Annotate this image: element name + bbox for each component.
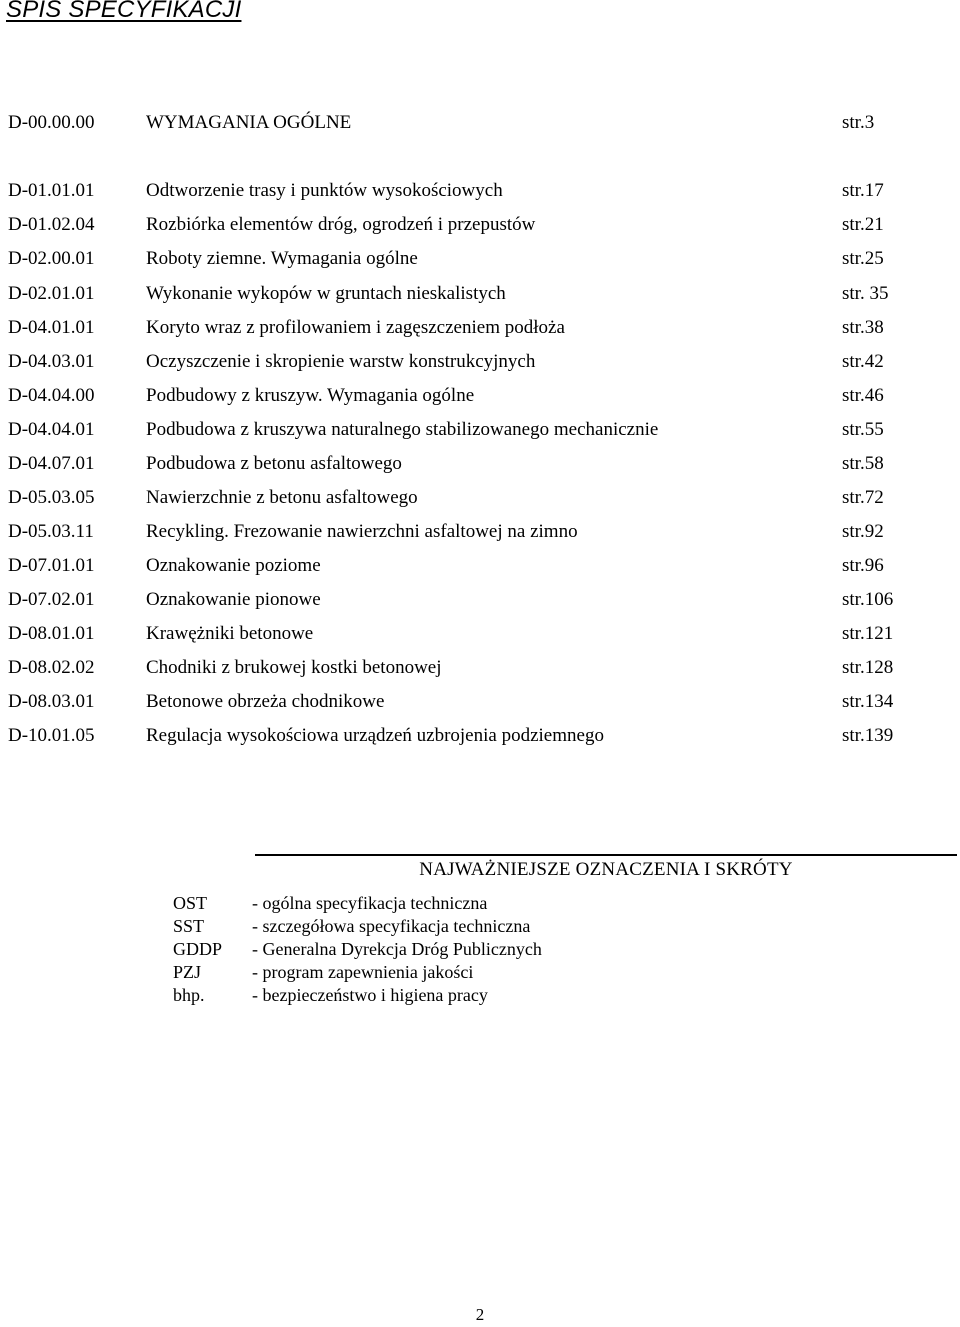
abbreviation-term: SST: [173, 916, 205, 936]
abbreviation-definition: - szczegółowa specyfikacja techniczna: [252, 916, 531, 936]
toc-code: D-04.07.01: [8, 453, 95, 474]
toc-row: [0, 210, 960, 240]
toc-code: D-04.04.00: [8, 385, 95, 406]
toc-title: Oznakowanie pionowe: [146, 589, 321, 610]
toc-page: str.25: [842, 248, 884, 269]
toc-title: Oczyszczenie i skropienie warstw konstrukcyjnych: [146, 351, 536, 372]
toc-row: [0, 687, 960, 717]
toc-row: [0, 551, 960, 581]
toc-title: Oznakowanie poziome: [146, 555, 321, 576]
toc-title: Podbudowa z betonu asfaltowego: [146, 453, 402, 474]
toc-page: str.38: [842, 317, 884, 338]
toc-page: str.17: [842, 180, 884, 201]
toc-code: D-04.04.01: [8, 419, 95, 440]
toc-row: [0, 585, 960, 615]
page-number: 2: [475, 1305, 485, 1324]
toc-title: Rozbiórka elementów dróg, ogrodzeń i przepustów: [146, 214, 536, 235]
abbreviation-row: [0, 892, 960, 915]
toc-code: D-04.03.01: [8, 351, 95, 372]
abbreviation-definition: - ogólna specyfikacja techniczna: [252, 893, 488, 913]
toc-page: str.121: [842, 623, 894, 644]
toc-code: D-08.02.02: [8, 657, 95, 678]
toc-code: D-07.02.01: [8, 589, 95, 610]
abbreviation-term: OST: [173, 893, 208, 913]
abbreviations-heading: NAJWAŻNIEJSZE OZNACZENIA I SKRÓTY: [419, 859, 793, 880]
abbreviation-row: [0, 915, 960, 938]
toc-title: Nawierzchnie z betonu asfaltowego: [146, 487, 418, 508]
toc-code: D-00.00.00: [8, 112, 95, 133]
toc-title: Chodniki z brukowej kostki betonowej: [146, 657, 442, 678]
toc-row: [0, 347, 960, 377]
toc-row: [0, 415, 960, 445]
toc-title: Odtworzenie trasy i punktów wysokościowych: [146, 180, 503, 201]
toc-page: str.106: [842, 589, 894, 610]
toc-page: str. 35: [842, 283, 889, 304]
toc-row: [0, 483, 960, 513]
toc-code: D-04.01.01: [8, 317, 95, 338]
toc-code: D-08.03.01: [8, 691, 95, 712]
toc-row: [0, 653, 960, 683]
toc-row: [0, 619, 960, 649]
toc-page: str.92: [842, 521, 884, 542]
toc-page: str.46: [842, 385, 884, 406]
toc-code: D-07.01.01: [8, 555, 95, 576]
toc-title: Betonowe obrzeża chodnikowe: [146, 691, 385, 712]
toc-code: D-05.03.11: [8, 521, 94, 542]
toc-page: str.55: [842, 419, 884, 440]
toc-title: Krawężniki betonowe: [146, 623, 314, 644]
toc-page: str.128: [842, 657, 894, 678]
toc-code: D-02.01.01: [8, 283, 95, 304]
toc-code: D-01.02.04: [8, 214, 95, 235]
toc-code: D-10.01.05: [8, 725, 95, 746]
abbreviation-term: GDDP: [173, 939, 223, 959]
toc-page: str.21: [842, 214, 884, 235]
toc-row: [0, 381, 960, 411]
toc-title: Wykonanie wykopów w gruntach nieskalistych: [146, 283, 506, 304]
toc-code: D-01.01.01: [8, 180, 95, 201]
toc-page: str.72: [842, 487, 884, 508]
toc-title: Podbudowy z kruszyw. Wymagania ogólne: [146, 385, 475, 406]
abbreviation-term: bhp.: [173, 985, 205, 1005]
toc-title: WYMAGANIA OGÓLNE: [146, 112, 352, 133]
toc-title: Koryto wraz z profilowaniem i zagęszczeniem podłoża: [146, 317, 565, 338]
toc-title: Recykling. Frezowanie nawierzchni asfaltowej na zimno: [146, 521, 578, 542]
page-title: SPIS SPECYFIKACJI: [6, 0, 242, 23]
toc-row: [0, 108, 960, 138]
abbreviation-row: [0, 938, 960, 961]
toc-row: [0, 313, 960, 343]
toc-row: [0, 244, 960, 274]
toc-title: Regulacja wysokościowa urządzeń uzbrojenia podziemnego: [146, 725, 604, 746]
abbreviation-row: [0, 961, 960, 984]
toc-page: str.3: [842, 112, 875, 133]
abbreviation-row: [0, 984, 960, 1007]
abbreviation-definition: - bezpieczeństwo i higiena pracy: [252, 985, 488, 1005]
toc-row: [0, 517, 960, 547]
toc-title: Podbudowa z kruszywa naturalnego stabilizowanego mechanicznie: [146, 419, 659, 440]
toc-row: [0, 721, 960, 751]
toc-code: D-08.01.01: [8, 623, 95, 644]
toc-page: str.42: [842, 351, 884, 372]
toc-page: str.134: [842, 691, 894, 712]
toc-row: [0, 279, 960, 309]
toc-row: [0, 449, 960, 479]
toc-title: Roboty ziemne. Wymagania ogólne: [146, 248, 418, 269]
toc-code: D-05.03.05: [8, 487, 95, 508]
toc-page: str.58: [842, 453, 884, 474]
abbreviation-term: PZJ: [173, 962, 202, 982]
abbreviation-definition: - program zapewnienia jakości: [252, 962, 474, 982]
toc-page: str.96: [842, 555, 884, 576]
toc-code: D-02.00.01: [8, 248, 95, 269]
toc-row: [0, 176, 960, 206]
toc-page: str.139: [842, 725, 894, 746]
abbreviation-definition: - Generalna Dyrekcja Dróg Publicznych: [252, 939, 542, 959]
